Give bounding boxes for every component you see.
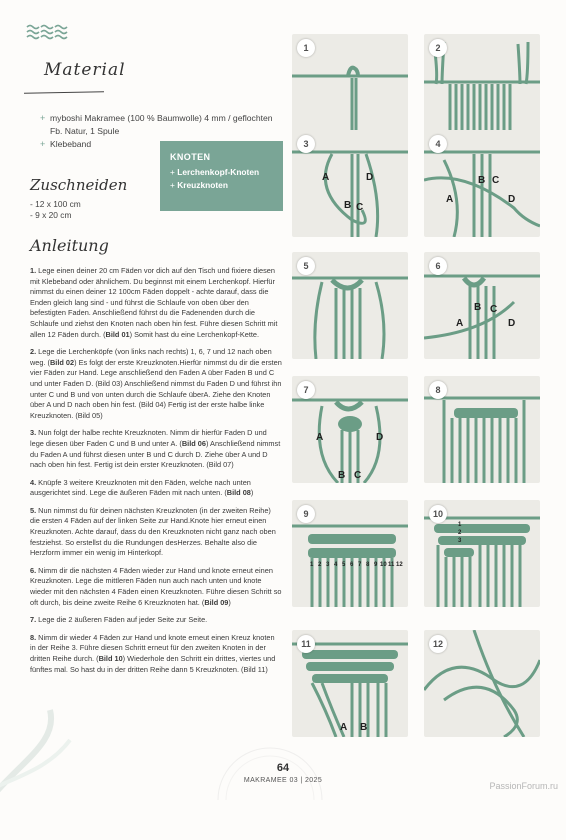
instruction-step: 5. Nun nimmst du für deinen nächsten Kreuzknoten (in der zweiten Reihe) die ersten 4 Fäden auf der linken Seite zur Hand.Knote hier erneut einen Kreuzknoten. Achte darauf, dass du den Kreuzknoten nicht ganz nach oben festziehst. So erstellst du die Rundungen desHerzes. Behalte also die Herzform immer ein wenig im Hinterkopf. <box>30 505 276 558</box>
step-photo-04 <box>424 130 540 237</box>
knots-list <box>170 166 273 192</box>
cord-label: 10 <box>380 562 387 568</box>
step-photo-09 <box>292 500 408 607</box>
photo-number: 8 <box>429 381 447 399</box>
photo-number: 12 <box>429 635 447 653</box>
heading-underline <box>24 91 104 93</box>
photo-number: 4 <box>429 135 447 153</box>
cord-label: D <box>508 318 516 329</box>
photo-number: 7 <box>297 381 315 399</box>
step-photo-10 <box>424 500 540 607</box>
photo-number: 9 <box>297 505 315 523</box>
cord-label: B <box>360 722 368 733</box>
material-item: + myboshi Makramee (100 % Baumwolle) 4 mm / geflochten Fb. Natur, 1 Spule <box>40 112 280 138</box>
step-photo-12 <box>424 630 540 737</box>
knot-item: + Lerchenkopf-Knoten <box>170 166 273 179</box>
photo-number: 3 <box>297 135 315 153</box>
cord-label: A <box>446 194 454 205</box>
cord-label: B <box>478 175 486 186</box>
knots-box <box>160 141 283 211</box>
material-item: + Klebeband <box>40 138 280 151</box>
cord-label: A <box>456 318 464 329</box>
instruction-step: 7. Lege die 2 äußeren Fäden auf jeder Seite zur Seite. <box>30 615 208 625</box>
step-photo-11 <box>292 630 408 737</box>
step-photo-02 <box>424 34 540 141</box>
row-label: 2 <box>458 530 462 536</box>
cord-label: 8 <box>366 562 370 568</box>
instruction-step: 3. Nun folgt der halbe rechte Kreuzknoten. Nimm dir hierfür Faden D und lege diesen über Faden C und B und unter A. (Bild 06) Anschließend nimmst du Faden A und führst diesen unter B und C durch D. Ziehe über A und D nach oben hin fest. Fertig ist dein erster Kreuzknoten. (Bild 07) <box>30 428 281 470</box>
material-heading: Material <box>44 60 126 80</box>
page-number: 64 <box>276 762 290 774</box>
cord-label: 1 <box>310 562 314 568</box>
photo-number: 10 <box>429 505 447 523</box>
cord-label: D <box>508 194 516 205</box>
cord-label: 9 <box>374 562 378 568</box>
instruction-step: 1. Lege einen deiner 20 cm Fäden vor dich auf den Tisch und fixiere diesen mit Klebeband oder ähnlichem. Du beginnst mit einem Lerchenkopf. Hierfür nimmst du einen deiner 12 100cm Fäden doppelt - achte darauf, dass die Enden gleich lang sind - und führst die Schlaufe von oben über den befestigten Faden. Anschließend führst du die Fadenenden durch die Schlaufe und ziehst den Knoten nach oben hin fest. Führe diesen Schritt mit allen 12 Fäden durch. (Bild 01) Somit hast du eine Lerchenkopf-Kette. <box>30 266 278 339</box>
cord-label: C <box>354 470 362 481</box>
cut-list <box>30 199 81 221</box>
magazine-issue: MAKRAMEE 03 | 2025 <box>243 777 323 784</box>
cord-label: B <box>338 470 346 481</box>
brand-wave-logo <box>26 24 68 42</box>
step-photo-06 <box>424 252 540 359</box>
photo-number: 11 <box>297 635 315 653</box>
instruction-step: 2. Lege die Lerchenköpfe (von links nach rechts) 1, 6, 7 und 12 nach oben weg. (Bild 02) Es folgt der erste Kreuzknoten.Hierfür nimmst du dir die ersten vier Fäden zur Hand. Lege anschließend den Faden A über Faden B und C und unter Faden D. (Bild 03) Anschließend nimmst du Faden D und führst ihn unter C und B und von unten durch die Schlaufe überA. Ziehe den Knoten über A und D nach oben hin fest. (Bild 04) Fertig ist der erste halbe linke Kreuzknoten. (Bild 05) <box>30 347 282 420</box>
cord-label: 3 <box>326 562 330 568</box>
photo-number: 5 <box>297 257 315 275</box>
cord-label: 11 <box>388 562 395 568</box>
step-photo-08 <box>424 376 540 483</box>
photo-number: 6 <box>429 257 447 275</box>
instruction-step: 8. Nimm dir wieder 4 Fäden zur Hand und knote erneut einen Kreuz knoten in der Reihe 3. Führe diesen Schritt erneut für den zweiten Knoten in der dritten Reihe durch. (Bild 10) Wiederhole den Schritt ein drittes, viertes und fünftes mal. So hast du in der dritten Reihe dann 5 Kreuzknoten. (Bild 11) <box>30 632 276 674</box>
cut-heading: Zuschneiden <box>30 176 128 194</box>
cut-item: - 12 x 100 cm <box>30 199 81 209</box>
instruction-step: 4. Knüpfe 3 weitere Kreuzknoten mit den Fäden, welche nach unten ausgerichtet sind. Lege die äußeren Fäden mit nach unten. (Bild 08) <box>30 477 254 498</box>
knot-item: + Kreuzknoten <box>170 179 273 192</box>
step-photo-03 <box>292 130 408 237</box>
instructions-heading: Anleitung <box>30 236 109 255</box>
instruction-step: 6. Nimm dir die nächsten 4 Fäden wieder zur Hand und knote erneut einen Kreuzknoten. Lege die mittleren Fäden nun auch nach unten und knote wieder mit den nächsten 4 Fäden einen Kreuzknoten. Führe diesen Schritt so oft durch, bis deine zweite Reihe 6 Kreuzknoten hat. (Bild 09) <box>30 565 282 607</box>
cord-label: 6 <box>350 562 354 568</box>
cord-label: C <box>490 304 498 315</box>
photo-number: 1 <box>297 39 315 57</box>
cord-label: C <box>356 202 364 213</box>
cord-label: 5 <box>342 562 346 568</box>
cord-label: 2 <box>318 562 322 568</box>
cord-label: 4 <box>334 562 338 568</box>
cord-label: A <box>322 172 330 183</box>
watermark: PassionForum.ru <box>489 781 558 791</box>
cut-item: - 9 x 20 cm <box>30 210 72 220</box>
cord-label: D <box>376 432 384 443</box>
row-label: 3 <box>458 538 462 544</box>
cord-label: C <box>492 175 500 186</box>
cord-label: 12 <box>396 562 403 568</box>
step-photo-07 <box>292 376 408 483</box>
photo-number: 2 <box>429 39 447 57</box>
cord-label: A <box>316 432 324 443</box>
step-photo-01 <box>292 34 408 141</box>
cord-label: 7 <box>358 562 362 568</box>
cord-label: B <box>474 302 482 313</box>
knots-title: KNOTEN <box>170 152 211 162</box>
cord-label: B <box>344 200 352 211</box>
cord-label: A <box>340 722 348 733</box>
row-label: 1 <box>458 522 462 528</box>
instructions-steps <box>30 266 282 682</box>
cord-label: D <box>366 172 374 183</box>
step-photo-05 <box>292 252 408 359</box>
